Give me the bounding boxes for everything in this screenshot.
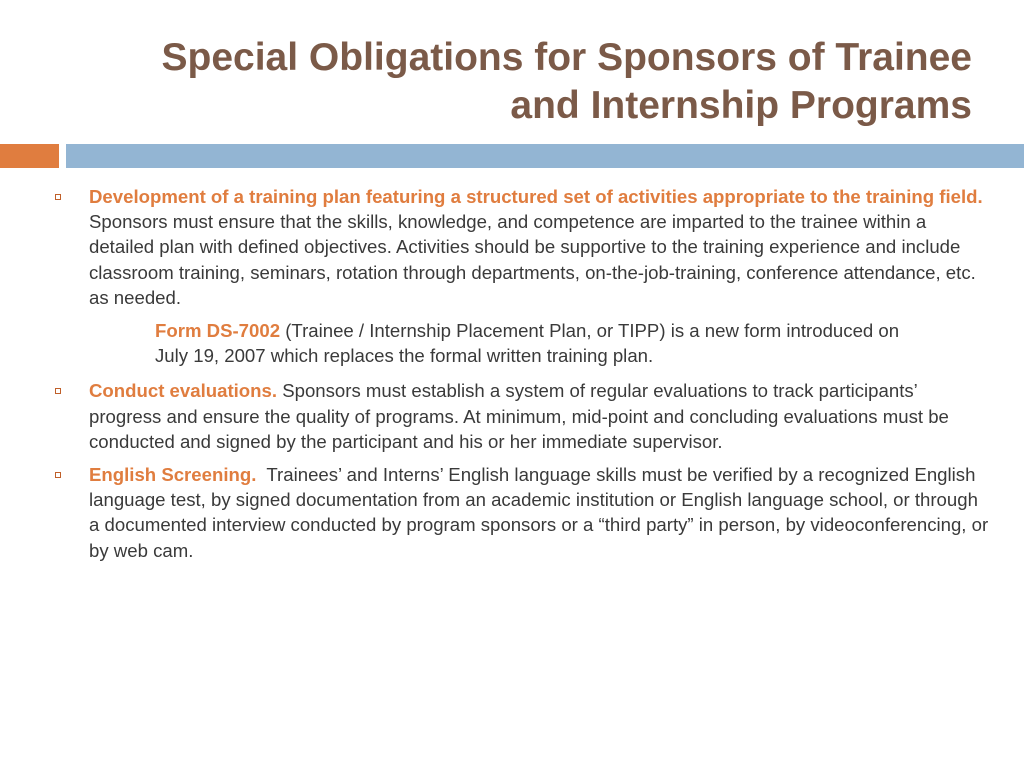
slide-title — [52, 34, 972, 130]
bullet-english-screening — [89, 462, 989, 563]
bullet-lead: Conduct evaluations. — [89, 380, 278, 402]
accent-bar-blue — [66, 144, 1024, 168]
slide-title-line-2: and Internship Programs — [510, 84, 972, 127]
sub-note-form-ds-7002 — [155, 318, 915, 368]
accent-bar-orange — [0, 144, 59, 168]
bullet-body: Sponsors must ensure that the skills, knowledge, and competence are imparted to the trainee within a detailed plan with defined objectives. Activities should be supportive to the training experience and include classroom training, seminars, rotation through departments, on-the-job-training, conference attendance, etc. as needed. — [89, 211, 976, 308]
bullet-conduct-evaluations — [89, 378, 989, 454]
bullet-lead: Development of a training plan featuring a structured set of activities appropriate to the training field. — [89, 186, 983, 207]
bullet-training-plan — [89, 184, 989, 310]
slide-body — [0, 184, 1024, 571]
sub-note-lead: Form DS-7002 — [155, 320, 281, 342]
slide-title-line-1: Special Obligations for Sponsors of Trainee — [161, 36, 972, 79]
bullet-lead: English Screening. — [89, 464, 257, 486]
square-bullet-icon — [55, 194, 61, 200]
square-bullet-icon — [55, 388, 61, 394]
square-bullet-icon — [55, 472, 61, 478]
bullet-body: Trainees’ and Interns’ English language skills must be verified by a recognized English language test, by signed documentation from an academic institution or English language school, or through a documented interview conducted by program sponsors or a “third party” in person, by videoconferencing, or by web cam. — [89, 464, 989, 561]
bullet-body: Sponsors must establish a system of regular evaluations to track participants’ progress and ensure the quality of programs. At minimum, mid-point and concluding evaluations must be conducted and signed by the participant and his or her immediate supervisor. — [89, 380, 949, 452]
sub-note-body: (Trainee / Internship Placement Plan, or TIPP) is a new form introduced on July 19, 2007 which replaces the formal written training plan. — [155, 320, 900, 367]
